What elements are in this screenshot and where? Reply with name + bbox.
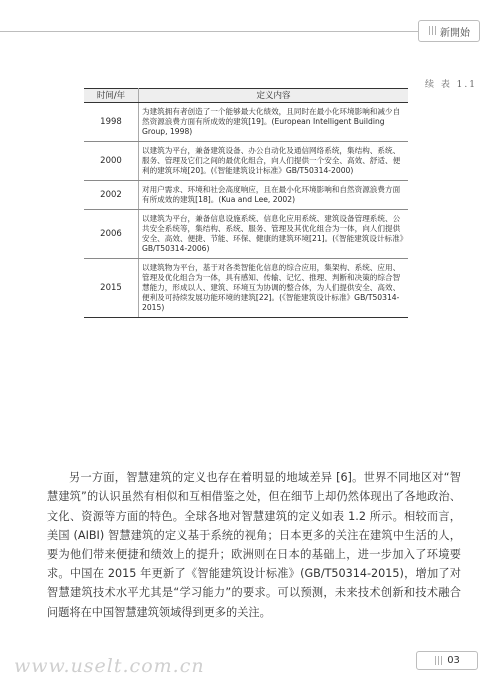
table-row [84, 210, 408, 259]
table-caption: 续 表 1.1 [424, 80, 477, 90]
definitions-table [84, 88, 408, 318]
section-header [418, 20, 480, 42]
header-bars: ||| [427, 26, 438, 36]
year-cell: 2015 [84, 259, 139, 318]
definition-cell: 以建筑为平台，兼备信息设施系统、信息化应用系统、建筑设备管理系统、公共安全系统等，集结构、系统、服务、管理及其优化组合为一体，向人们提供安全、高效、便捷、节能、环保、健康的建筑环境[21]。(《智能建筑设计标准》GB/T50314-2006) [139, 210, 409, 259]
table-row [84, 181, 408, 210]
definition-cell: 为建筑拥有者创造了一个能够最大化绩效，且同时在最小化环境影响和减少自然资源浪费方面有所成效的建筑[19]。(European Intelligent Building Group, 1998) [139, 103, 409, 142]
watermark: www.uselt.com.cn [14, 655, 205, 677]
table-row [84, 259, 408, 318]
table-row [84, 142, 408, 181]
year-cell: 2000 [84, 142, 139, 181]
column-header-definition: 定义内容 [139, 89, 409, 103]
definition-cell: 对用户需求、环境和社会高度响应，且在最小化环境影响和自然资源浪费方面有所成效的建筑[18]。(Kua and Lee, 2002) [139, 181, 409, 210]
page-number: 03 [447, 655, 460, 666]
footer-bars: ||| [434, 655, 444, 666]
column-header-year: 时间/年 [84, 89, 139, 103]
year-cell: 2006 [84, 210, 139, 259]
year-cell: 1998 [84, 103, 139, 142]
section-title: 新開始 [440, 27, 471, 39]
body-paragraph: 另一方面，智慧建筑的定义也存在着明显的地域差异 [6]。世界不同地区对“智慧建筑”的认识虽然有相似和互相借鉴之处，但在细节上却仍然体现出了各地政治、文化、资源等方面的特色。全球各地对智慧建筑的定义如表 1.2 所示。相较而言，美国 (AIBI) 智慧建筑的定义基于系统的视角；日本更多的关注在建筑中生活的人，要为他们带来便捷和绩效上的提升；欧洲则在日本的基础上，进一步加入了环境要求。中国在 2015 年更新了《智能建筑设计标准》(GB/T50314-2015)，增加了对智慧建筑技术水平尤其是“学习能力”的要求。可以预测，未来技术创新和技术融合问题将在中国智慧建筑领域得到更多的关注。 [47, 471, 461, 619]
header-rule [0, 31, 425, 32]
table-row [84, 103, 408, 142]
table-header-row [84, 89, 408, 103]
definition-cell: 以建筑为平台，兼备建筑设备、办公自动化及通信网络系统，集结构、系统、服务、管理及它们之间的最优化组合，向人们提供一个安全、高效、舒适、便利的建筑环境[20]。(《智能建筑设计标准》GB/T50314-2000) [139, 142, 409, 181]
page-number-box [416, 651, 478, 670]
year-cell: 2002 [84, 181, 139, 210]
definition-cell: 以建筑物为平台，基于对各类智能化信息的综合应用，集架构、系统、应用、管理及优化组合为一体，具有感知、传输、记忆、推理、判断和决策的综合智慧能力，形成以人、建筑、环境互为协调的整合体，为人们提供安全、高效、便利及可持续发展功能环境的建筑[22]。(《智能建筑设计标准》GB/T50314-2015) [139, 259, 409, 318]
